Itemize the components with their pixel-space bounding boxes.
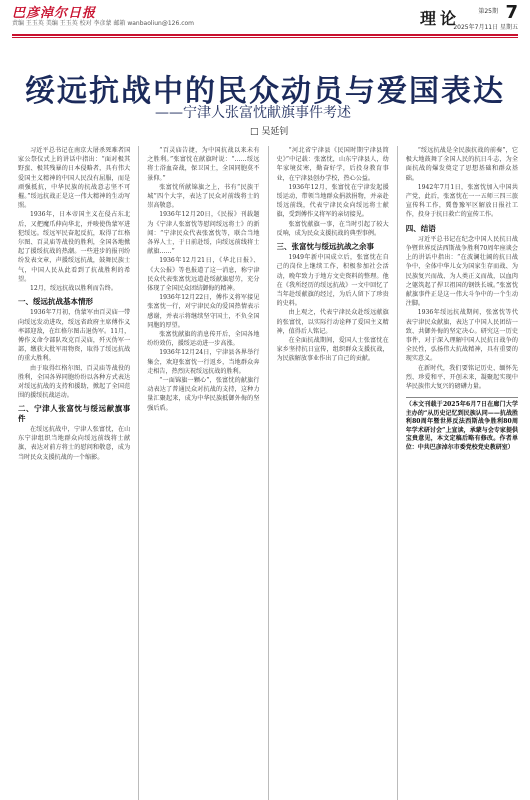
column-1	[18, 146, 130, 800]
article-title: 绥远抗战中的民众动员与爱国表达	[25, 74, 505, 109]
paragraph: “绥远抗战是全民族抗战的前奏”，它极大地鼓舞了全国人民的抗日斗志，为全面抗战的爆发奠定了思想基础和群众基础。	[405, 147, 518, 182]
paragraph: 1936年，日本帝国主义在侵占东北后，又把魔爪伸向华北，并唆使伪蒙军进犯绥远。绥远军民奋起反抗，取得了红格尔图、百灵庙等战役的胜利，全国各地掀起了援绥抗战的热潮。一些进步的报刊纷纷发表文章，声援绥远抗战，鼓舞民族士气，中国人民从此看到了抗战胜利的希望。	[18, 211, 131, 283]
newspaper-logo: 巴彦淖尔日报	[12, 6, 97, 21]
paragraph: 由上观之，代表宁津民众赴绥远献旗的张富忱，以实际行动诠释了爱国主义精神，值得后人铭记。	[276, 309, 389, 335]
page-number: 7	[505, 2, 518, 23]
publication-date: 2025年7月11日 星期五	[453, 24, 518, 31]
column-4	[406, 146, 518, 800]
paragraph: 1936年12月21日，《华北日报》、《大公报》等也报道了这一消息，称宁津民众代表张富忱远道赴绥献旗慰劳，充分体现了全国民众团结御侮的精神。	[147, 257, 260, 293]
paragraph: 1936年12月24日，宁津县各界举行集会，欢迎张富忱一行返乡，当地群众奔走相告，热烈庆祝绥远抗战的胜利。	[147, 349, 260, 375]
paragraph: 在绥远抗战中，宁津人张富忱，在山东宁津组织当地群众向绥远前线将士献旗，表达对前方将士的慰问和敬意，成为当时民众支援抗战的一个缩影。	[18, 425, 131, 461]
paragraph: 1936年12月22日，傅作义将军接见张富忱一行，对宁津民众的爱国热情表示感谢，并表示将继续坚守国土，不负全国同胞的厚望。	[147, 294, 260, 329]
article-author: □ 吴延钊	[250, 127, 289, 137]
section-heading: 四、结语	[405, 223, 436, 233]
masthead	[12, 2, 518, 34]
paragraph: 12月，绥远抗战以胜利而告终。	[30, 285, 117, 293]
paragraph: 习近平总书记在南京大屠杀死难者国家公祭仪式上的讲话中指出：“面对极其野蛮、极其残暴的日本侵略者，具有伟大爱国主义精神的中国人民没有屈服，而是顽强抵抗，中华民族的抗战意志坚不可摧。”绥远抗战正是这一伟大精神的生动写照。	[18, 147, 131, 210]
paragraph: 张富忱所献锦旗之上，书有“民族干城”四个大字，表达了民众对前线将士的崇高敬意。	[147, 183, 260, 210]
paragraph: 张富忱献旗的消息传开后，全国各地纷纷效仿，援绥运动进一步高涨。	[147, 331, 260, 348]
column-divider	[268, 146, 269, 800]
section-heading: 二、宁津人张富忱与绥远献旗事件	[18, 404, 131, 423]
section-name: 理论	[419, 9, 460, 28]
paragraph: 1936年绥远抗战期间，张富忱等代表宁津民众献旗，表达了中国人民团结一致、共御外侮的坚定决心。研究这一历史事件，对于深入理解中国人民抗日战争的全民性，弘扬伟大抗战精神，具有重要的现实意义。	[405, 309, 518, 363]
issue-number: 第25期	[478, 8, 498, 15]
section-heading: 一、绥远抗战基本情形	[18, 297, 93, 307]
article-subtitle: ——宁津人张富忱献旗事件考述	[155, 105, 351, 121]
paragraph: 1936年7月初，伪蒙军由百灵庙一带向绥远发动进攻，绥远省政府主席傅作义率部迎敌，在红格尔图击退伪军。11月，傅作义命令部队攻克百灵庙，歼灭伪军一部，缴获大批军用物资，取得了绥远抗战的重大胜利。	[18, 309, 131, 363]
paragraph: “河北省宁津县《民国时期宁津县简史》”中记载：张富忱，山东宁津县人，幼年家境贫寒，勤奋好学，后投身教育事业，在宁津县创办学校，热心公益。	[276, 147, 389, 182]
column-3	[277, 146, 389, 800]
article-body	[18, 146, 518, 800]
paragraph: 1949年新中国成立后，张富忱在自己的岗位上继续工作，积极参加社会活动，晚年致力于地方文史资料的整理。他在《我所经历的绥远抗战》一文中回忆了当年赴绥献旗的经过，为后人留下了珍贵的史料。	[276, 254, 389, 308]
author-note: （本文刊载于2025年6月7日在廊门大学主办的“从历史记忆到民族认同——抗战胜利80周年暨世界反法西斯战争胜利80周年学术研讨会”上宣读，承蒙与会专家提供宝贵意见，本文定稿后略有修改。作者单位：中共巴彦淖尔市委党校党史教研室）	[406, 397, 518, 452]
column-2	[147, 146, 259, 800]
paragraph: “百灵庙告捷，为中国抗战以来未有之胜利。”张富忱在献旗时说：“……绥远将士浴血奋战，保卫国土，全国同胞莫不景仰。”	[147, 147, 260, 182]
paragraph: 在全面抗战期间，爱国人士张富忱在家乡坚持抗日宣传，组织群众支援抗战，为民族解放事业作出了自己的贡献。	[276, 337, 389, 363]
paragraph: 1936年12月，张富忱在宁津发起援绥运动，带领当地群众捐款捐物，并亲赴绥远前线，代表宁津民众向绥远将士献旗，受到傅作义将军的亲切接见。	[276, 183, 389, 219]
paragraph: 由于取得红格尔图、百灵庙等战役的胜利，全国各界同胞纷纷以各种方式表达对绥远抗战的支持和援助，掀起了全国范围的援绥抗战运动。	[18, 364, 131, 400]
column-divider	[397, 146, 398, 800]
paragraph: 张富忱献旗一事，在当时引起了较大反响，成为民众支援抗战的典型事例。	[276, 220, 389, 237]
editor-credits: 责编 王玉英 美编 王玉英 校对 李彦蒙 邮箱 wanbaoliun@126.com	[12, 20, 195, 27]
header-rule	[12, 34, 518, 36]
paragraph: 习近平总书记在纪念中国人民抗日战争暨世界反法西斯战争胜利70周年座谈会上的讲话中指出：“在波澜壮阔的抗日战争中，全体中华儿女为国家生存而战、为民族复兴而战、为人类正义而战，以血肉之躯筑起了捍卫祖国的钢铁长城。”张富忱献旗事件正是这一伟大斗争中的一个生动注脚。	[405, 235, 518, 308]
paragraph: 1942年7月1日，张富忱加入中国共产党，此后，张富忱在一一五师三四三旅宣传科工作，冀鲁豫军区解放日报社工作，投身于抗日救亡的宣传工作。	[405, 183, 518, 219]
header-rule-thin	[12, 37, 518, 38]
column-divider	[138, 146, 139, 800]
paragraph: 1936年12月20日，《民报》刊载题为《宁津人张富忱等慰问绥远将士》的新闻：“宁津民众代表张富忱等，联合当地各界人士，于日前赴绥，向绥远前线将士献旗……”	[147, 211, 260, 256]
paragraph: “一面锦旗一颗心”，张富忱的献旗行动表达了普通民众对抗战的支持，这种力量汇聚起来，成为中华民族抵御外侮的坚强后盾。	[147, 377, 260, 412]
paragraph: 在新时代，我们要铭记历史、缅怀先烈、珍爱和平、开创未来，凝聚起实现中华民族伟大复兴的磅礴力量。	[405, 364, 518, 391]
section-heading: 三、张富忱与绥远抗战之余事	[276, 242, 374, 252]
